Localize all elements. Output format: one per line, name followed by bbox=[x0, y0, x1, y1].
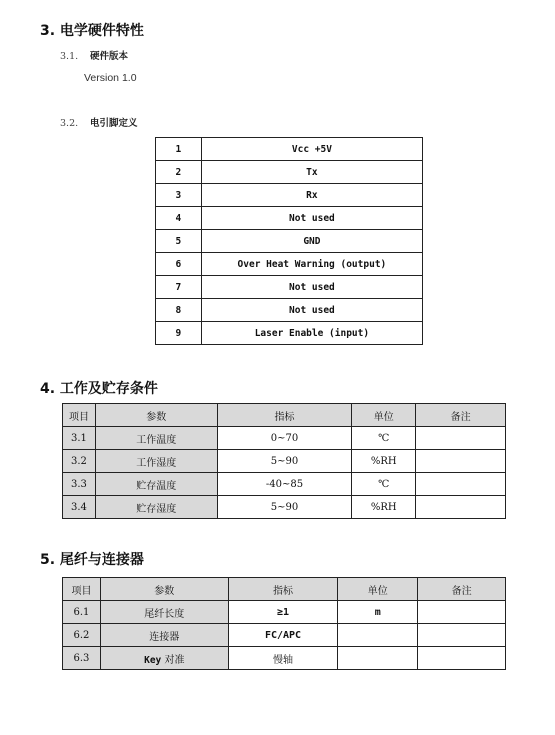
header-item: 项目 bbox=[63, 404, 96, 427]
conditions-table bbox=[62, 403, 506, 519]
header-param: 参数 bbox=[100, 578, 228, 601]
cell-item: 6.3 bbox=[63, 647, 101, 670]
cell-note bbox=[416, 427, 506, 450]
table-row bbox=[156, 184, 423, 207]
cell-param: 连接器 bbox=[100, 624, 228, 647]
cell-item: 3.4 bbox=[63, 496, 96, 519]
table-row bbox=[63, 473, 506, 496]
header-note: 备注 bbox=[418, 578, 506, 601]
table-row bbox=[63, 496, 506, 519]
cell-note bbox=[418, 601, 506, 624]
header-spec: 指标 bbox=[217, 404, 352, 427]
pin-definition: Laser Enable (input) bbox=[201, 322, 422, 345]
cell-item: 3.3 bbox=[63, 473, 96, 496]
section-3-title: 3. 电学硬件特性 bbox=[40, 23, 144, 39]
header-unit: 单位 bbox=[352, 404, 416, 427]
cell-item: 3.1 bbox=[63, 427, 96, 450]
cell-param: 工作温度 bbox=[95, 427, 217, 450]
cell-note bbox=[416, 473, 506, 496]
cell-unit bbox=[338, 647, 418, 670]
header-unit: 单位 bbox=[338, 578, 418, 601]
cell-item: 3.2 bbox=[63, 450, 96, 473]
fiber-connector-table bbox=[62, 577, 506, 670]
pin-definition: Not used bbox=[201, 276, 422, 299]
cell-param: 尾纤长度 bbox=[100, 601, 228, 624]
table-row bbox=[156, 207, 423, 230]
cell-param: 贮存温度 bbox=[95, 473, 217, 496]
section-5-title: 5. 尾纤与连接器 bbox=[40, 552, 144, 568]
subsection-title: 电引脚定义 bbox=[90, 118, 138, 129]
cell-item: 6.2 bbox=[63, 624, 101, 647]
pin-definition: Over Heat Warning (output) bbox=[201, 253, 422, 276]
table-row bbox=[156, 299, 423, 322]
pin-definition: Not used bbox=[201, 299, 422, 322]
table-row bbox=[63, 427, 506, 450]
subsection-3-2 bbox=[60, 115, 138, 129]
header-spec: 指标 bbox=[228, 578, 338, 601]
cell-spec: 0~70 bbox=[217, 427, 352, 450]
table-row bbox=[63, 624, 506, 647]
subsection-number: 3.2. bbox=[60, 118, 79, 129]
table-row bbox=[156, 138, 423, 161]
table-row bbox=[156, 161, 423, 184]
table-row bbox=[156, 230, 423, 253]
table-row bbox=[156, 253, 423, 276]
table-row bbox=[63, 647, 506, 670]
pin-definition: Not used bbox=[201, 207, 422, 230]
table-row bbox=[63, 450, 506, 473]
cell-param: 贮存湿度 bbox=[95, 496, 217, 519]
table-row bbox=[156, 322, 423, 345]
pin-number: 5 bbox=[156, 230, 202, 253]
pin-definition: Tx bbox=[201, 161, 422, 184]
header-note: 备注 bbox=[416, 404, 506, 427]
cell-unit: %RH bbox=[352, 450, 416, 473]
cell-note bbox=[418, 647, 506, 670]
pin-number: 1 bbox=[156, 138, 202, 161]
cell-unit: m bbox=[338, 601, 418, 624]
cell-unit: %RH bbox=[352, 496, 416, 519]
section-4-title: 4. 工作及贮存条件 bbox=[40, 381, 158, 397]
header-param: 参数 bbox=[95, 404, 217, 427]
cell-spec: 5~90 bbox=[217, 450, 352, 473]
pin-number: 4 bbox=[156, 207, 202, 230]
pin-number: 9 bbox=[156, 322, 202, 345]
cell-item: 6.1 bbox=[63, 601, 101, 624]
pin-definition: GND bbox=[201, 230, 422, 253]
cell-unit: ℃ bbox=[352, 473, 416, 496]
cell-note bbox=[416, 450, 506, 473]
key-label: Key bbox=[144, 654, 162, 666]
table-row bbox=[63, 601, 506, 624]
pin-definition: Vcc +5V bbox=[201, 138, 422, 161]
pin-number: 8 bbox=[156, 299, 202, 322]
cell-unit: ℃ bbox=[352, 427, 416, 450]
pin-number: 6 bbox=[156, 253, 202, 276]
table-header-row bbox=[63, 578, 506, 601]
subsection-3-1 bbox=[60, 48, 128, 62]
pin-number: 2 bbox=[156, 161, 202, 184]
pin-definition-table bbox=[155, 137, 423, 345]
table-header-row bbox=[63, 404, 506, 427]
cell-spec: FC/APC bbox=[228, 624, 338, 647]
subsection-title: 硬件版本 bbox=[90, 51, 129, 62]
subsection-number: 3.1. bbox=[60, 51, 79, 62]
param-label: 对准 bbox=[164, 654, 185, 666]
cell-unit bbox=[338, 624, 418, 647]
cell-spec: ≥1 bbox=[228, 601, 338, 624]
cell-param bbox=[100, 647, 228, 670]
pin-number: 3 bbox=[156, 184, 202, 207]
header-item: 项目 bbox=[63, 578, 101, 601]
cell-spec: -40~85 bbox=[217, 473, 352, 496]
cell-spec: 慢轴 bbox=[228, 647, 338, 670]
pin-number: 7 bbox=[156, 276, 202, 299]
cell-note bbox=[418, 624, 506, 647]
cell-note bbox=[416, 496, 506, 519]
pin-definition: Rx bbox=[201, 184, 422, 207]
version-text: Version 1.0 bbox=[84, 72, 137, 84]
cell-spec: 5~90 bbox=[217, 496, 352, 519]
table-row bbox=[156, 276, 423, 299]
cell-param: 工作湿度 bbox=[95, 450, 217, 473]
